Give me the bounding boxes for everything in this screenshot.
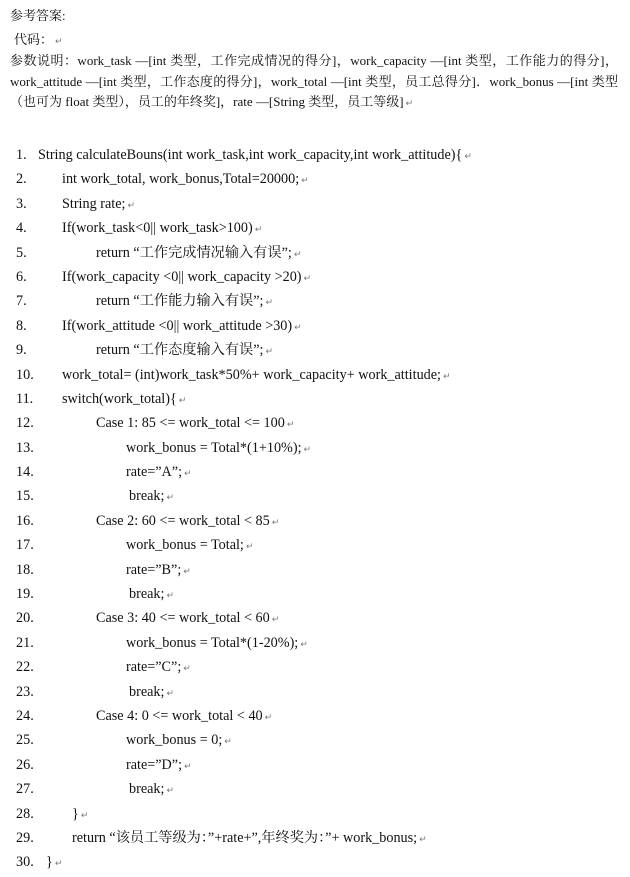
paragraph-mark: ↵	[271, 517, 280, 528]
paragraph-mark: ↵	[271, 615, 280, 626]
code-text	[129, 484, 174, 510]
code-text	[96, 704, 272, 730]
code-text-content: switch(work_total){	[62, 390, 177, 407]
code-text	[126, 558, 191, 584]
code-text	[38, 143, 472, 169]
line-number: 8.	[16, 317, 27, 334]
line-number: 15.	[16, 488, 34, 505]
code-text-content: return “该员工等级为：”+rate+”,年终奖为：”+ work_bonus;	[72, 829, 418, 846]
code-line	[0, 460, 630, 484]
answer-title-text: 参考答案:	[10, 8, 66, 23]
code-text-content: Case 1: 85 <= work_total <= 100	[96, 415, 285, 432]
code-text-content: work_bonus = Total;	[126, 537, 244, 554]
paragraph-mark: ↵	[166, 786, 174, 797]
code-line	[0, 826, 630, 850]
line-number: 18.	[16, 561, 34, 578]
parameter-description-text: 参数说明：work_task —[int 类型，工作完成情况的得分]，work_capacity —[int 类型，工作能力的得分]，work_attitude —[int 类型，工作态度的得分]，work_total —[int 类型，员工总得分]．work_bonus —[int 类型（也可为 float 类型），员工的年终奖]，rate —[String 类型，员工等级]	[10, 53, 618, 109]
code-line	[0, 558, 630, 582]
code-text-content: }	[72, 805, 79, 822]
code-text-content: rate=”A”;	[126, 464, 183, 481]
code-text	[126, 460, 192, 486]
paragraph-mark: ↵	[293, 249, 302, 260]
code-text	[62, 265, 311, 291]
code-text	[129, 680, 174, 706]
code-text-content: work_total= (int)work_task*50%+ work_capacity+ work_attitude;	[62, 366, 441, 383]
code-text	[72, 802, 88, 828]
paragraph-mark: ↵	[303, 273, 312, 284]
code-line	[0, 363, 630, 387]
code-text	[72, 826, 427, 852]
line-number: 3.	[16, 195, 27, 212]
paragraph-mark: ↵	[294, 322, 302, 333]
code-text-content: return “工作态度输入有误”;	[96, 342, 264, 359]
line-number: 16.	[16, 512, 34, 529]
paragraph-mark: ↵	[303, 444, 312, 455]
code-text	[62, 167, 309, 193]
paragraph-mark: ↵	[245, 542, 254, 553]
paragraph-mark: ↵	[265, 347, 274, 358]
line-number: 29.	[16, 829, 34, 846]
code-text	[126, 728, 232, 754]
paragraph-mark: ↵	[166, 688, 174, 699]
line-number: 28.	[16, 805, 34, 822]
line-number: 6.	[16, 268, 27, 285]
code-text	[62, 363, 451, 389]
line-number: 20.	[16, 610, 34, 627]
line-number: 21.	[16, 634, 34, 651]
code-line	[0, 216, 630, 240]
paragraph-mark: ↵	[254, 225, 263, 236]
code-text-content: break;	[129, 488, 165, 505]
code-text-content: Case 4: 0 <= work_total < 40	[96, 707, 263, 724]
paragraph-mark: ↵	[464, 152, 472, 162]
paragraph-mark: ↵	[265, 298, 274, 309]
code-line	[0, 436, 630, 460]
code-text-content: If(work_attitude <0|| work_attitude >30)	[62, 317, 293, 334]
code-text	[96, 606, 279, 632]
code-text	[62, 314, 302, 340]
paragraph-mark: ↵	[301, 176, 309, 187]
code-line	[0, 533, 630, 557]
code-text	[96, 411, 294, 437]
paragraph-mark: ↵	[184, 761, 192, 772]
parameter-description	[10, 51, 618, 115]
code-label-text: 代码：	[14, 32, 54, 47]
line-number: 14.	[16, 464, 34, 481]
code-line	[0, 704, 630, 728]
code-line	[0, 411, 630, 435]
code-line	[0, 338, 630, 362]
code-text-content: Case 2: 60 <= work_total < 85	[96, 512, 270, 529]
code-text	[126, 631, 308, 657]
paragraph-mark: ↵	[264, 712, 273, 723]
paragraph-mark: ↵	[80, 810, 89, 821]
code-text-content: }	[46, 854, 53, 871]
code-line	[0, 143, 630, 167]
paragraph-mark: ↵	[54, 859, 63, 870]
code-text-content: break;	[129, 781, 165, 798]
code-text	[126, 436, 311, 462]
paragraph-mark: ↵	[166, 591, 174, 602]
code-text	[126, 533, 253, 559]
code-text-content: int work_total, work_bonus,Total=20000;	[62, 171, 300, 188]
paragraph-mark: ↵	[224, 737, 232, 748]
code-text	[129, 582, 174, 608]
line-number: 9.	[16, 342, 27, 359]
code-text	[129, 777, 174, 803]
line-number: 11.	[16, 390, 34, 407]
line-number: 7.	[16, 293, 27, 310]
code-line	[0, 509, 630, 533]
paragraph-mark: ↵	[178, 395, 187, 406]
line-number: 5.	[16, 244, 27, 261]
answer-title	[10, 9, 66, 22]
line-number: 4.	[16, 220, 27, 237]
code-text-content: return “工作能力输入有误”;	[96, 293, 264, 310]
code-text	[96, 338, 273, 364]
code-line	[0, 167, 630, 191]
code-line	[0, 655, 630, 679]
code-line	[0, 484, 630, 508]
code-line	[0, 241, 630, 265]
code-text-content: rate=”B”;	[126, 561, 182, 578]
line-number: 10.	[16, 366, 34, 383]
code-line	[0, 728, 630, 752]
code-text-content: If(work_capacity <0|| work_capacity >20)	[62, 268, 302, 285]
line-number: 26.	[16, 756, 34, 773]
code-line	[0, 265, 630, 289]
code-text	[96, 509, 279, 535]
code-text-content: String rate;	[62, 195, 126, 212]
line-number: 17.	[16, 537, 34, 554]
paragraph-mark: ↵	[419, 834, 427, 845]
code-text	[96, 289, 273, 315]
line-number: 13.	[16, 439, 34, 456]
code-text-content: If(work_task<0|| work_task>100)	[62, 220, 253, 237]
code-text-content: return “工作完成情况输入有误”;	[96, 244, 292, 261]
paragraph-mark: ↵	[183, 566, 191, 577]
code-listing	[0, 143, 630, 875]
paragraph-mark: ↵	[127, 200, 135, 211]
code-text-content: work_bonus = Total*(1-20%);	[126, 634, 299, 651]
code-line	[0, 802, 630, 826]
code-text	[62, 192, 135, 218]
line-number: 30.	[16, 854, 34, 871]
code-line	[0, 680, 630, 704]
line-number: 2.	[16, 171, 27, 188]
code-text-content: work_bonus = Total*(1+10%);	[126, 439, 302, 456]
code-text-content: break;	[129, 586, 165, 603]
line-number: 19.	[16, 586, 34, 603]
code-text-content: work_bonus = 0;	[126, 732, 223, 749]
code-text	[126, 753, 192, 779]
code-text-content: String calculateBouns(int work_task,int work_capacity,int work_attitude){	[38, 147, 463, 163]
code-line	[0, 582, 630, 606]
line-number: 1.	[16, 147, 27, 163]
line-number: 23.	[16, 683, 34, 700]
paragraph-mark: ↵	[184, 469, 192, 480]
code-text-content: rate=”C”;	[126, 659, 182, 676]
line-number: 24.	[16, 707, 34, 724]
code-line	[0, 289, 630, 313]
code-text	[126, 655, 191, 681]
line-number: 25.	[16, 732, 34, 749]
code-line	[0, 631, 630, 655]
code-line	[0, 387, 630, 411]
code-line	[0, 192, 630, 216]
code-line	[0, 314, 630, 338]
paragraph-mark: ↵	[443, 371, 451, 382]
paragraph-mark: ↵	[166, 493, 174, 504]
code-label	[14, 33, 63, 49]
code-text-content: rate=”D”;	[126, 756, 183, 773]
paragraph-mark: ↵	[55, 37, 63, 47]
code-line	[0, 850, 630, 874]
paragraph-mark: ↵	[300, 639, 308, 650]
code-text-content: break;	[129, 683, 165, 700]
paragraph-mark: ↵	[183, 664, 191, 675]
code-line	[0, 753, 630, 777]
paragraph-mark: ↵	[405, 99, 414, 109]
code-text-content: Case 3: 40 <= work_total < 60	[96, 610, 270, 627]
code-line	[0, 777, 630, 801]
code-text	[62, 387, 186, 413]
code-text	[62, 216, 262, 242]
line-number: 27.	[16, 781, 34, 798]
code-line	[0, 606, 630, 630]
code-text	[96, 241, 301, 267]
line-number: 22.	[16, 659, 34, 676]
paragraph-mark: ↵	[286, 420, 295, 431]
line-number: 12.	[16, 415, 34, 432]
